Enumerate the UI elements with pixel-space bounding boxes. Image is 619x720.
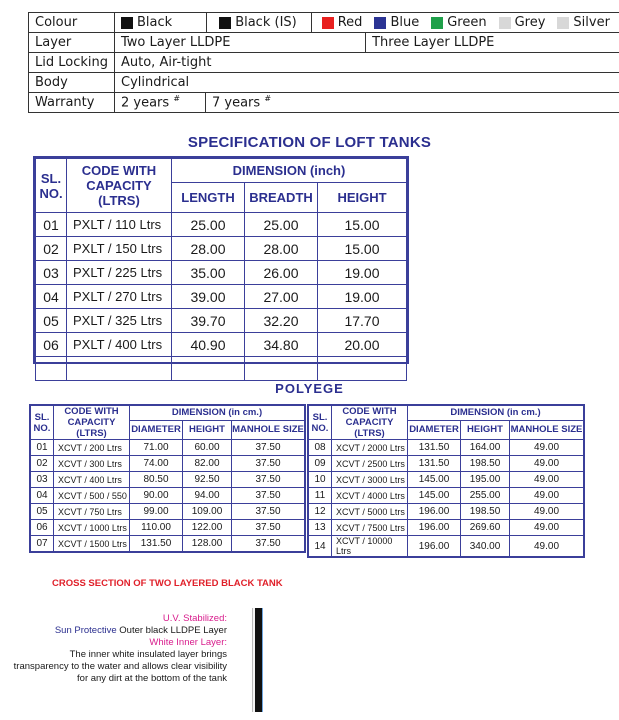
loft-cell-code: PXLT / 270 Ltrs [67, 285, 172, 309]
poly-cell-height: 109.00 [183, 504, 232, 520]
poly-cell-diameter: 110.00 [130, 520, 183, 536]
attributes-table [28, 12, 619, 113]
loft-height-header: HEIGHT [318, 183, 407, 213]
poly-cell-height: 164.00 [461, 440, 510, 456]
poly-cell-height: 60.00 [183, 440, 232, 456]
sun-protective-text: Sun Protective [54, 625, 117, 636]
colour-swatch-black-is [219, 17, 231, 29]
warranty-mark-2: # [264, 94, 272, 104]
poly-cell-sl: 09 [309, 456, 332, 472]
lid-label: Lid Locking [29, 53, 115, 73]
poly-cell-manhole: 49.00 [510, 520, 584, 536]
poly-cell-code: XCVT / 750 Ltrs [54, 504, 130, 520]
loft-cell-length: 40.90 [172, 333, 245, 357]
inner-desc-1: The inner white insulated layer brings [69, 649, 227, 660]
loft-title: SPECIFICATION OF LOFT TANKS [187, 134, 432, 151]
loft-cell-breadth: 34.80 [245, 333, 318, 357]
poly-cell-sl: 13 [309, 520, 332, 536]
loft-cell-breadth: 28.00 [245, 237, 318, 261]
loft-cell-height: 15.00 [318, 237, 407, 261]
colour-name: Grey [514, 15, 546, 30]
warranty-row [29, 93, 619, 113]
poly-cell-diameter: 131.50 [408, 456, 461, 472]
polyege-table-left [29, 404, 306, 553]
loft-row [36, 213, 407, 237]
poly-cell-diameter: 196.00 [408, 520, 461, 536]
poly-cell-sl: 04 [31, 488, 54, 504]
layer-row [29, 33, 619, 53]
poly-cell-manhole: 49.00 [510, 456, 584, 472]
colour-name: Green [447, 15, 487, 30]
poly-right-rows [309, 440, 584, 557]
poly-left-diameter-header: DIAMETER [130, 420, 183, 439]
loft-cell-height: 17.70 [318, 309, 407, 333]
poly-cell-height: 269.60 [461, 520, 510, 536]
poly-left-dimension-header: DIMENSION (in cm.) [130, 406, 305, 421]
layer-value-1: Two Layer LLDPE [115, 33, 366, 53]
loft-empty-cell [67, 357, 172, 381]
poly-left-sl-header: SL. NO. [31, 406, 54, 440]
poly-right-sl-header: SL. NO. [309, 406, 332, 440]
loft-rows [36, 213, 407, 381]
loft-cell-length: 25.00 [172, 213, 245, 237]
poly-cell-manhole: 37.50 [232, 504, 305, 520]
warranty-label: Warranty [29, 93, 115, 113]
poly-cell-diameter: 131.50 [130, 536, 183, 552]
poly-cell-code: XCVT / 5000 Ltrs [332, 504, 408, 520]
colour-swatch-silver [557, 17, 569, 29]
layer-label: Layer [29, 33, 115, 53]
loft-cell-code: PXLT / 110 Ltrs [67, 213, 172, 237]
poly-cell-manhole: 49.00 [510, 440, 584, 456]
loft-empty-row [36, 357, 407, 381]
poly-cell-height: 94.00 [183, 488, 232, 504]
poly-cell-diameter: 196.00 [408, 504, 461, 520]
poly-row [309, 536, 584, 557]
poly-cell-manhole: 37.50 [232, 536, 305, 552]
poly-cell-sl: 12 [309, 504, 332, 520]
polyege-title: POLYEGE [275, 381, 344, 396]
colour-divider [206, 13, 207, 32]
poly-cell-manhole: 37.50 [232, 520, 305, 536]
colour-name: Silver [573, 15, 610, 30]
poly-cell-sl: 06 [31, 520, 54, 536]
poly-cell-sl: 05 [31, 504, 54, 520]
colour-name: Red [337, 15, 363, 30]
loft-empty-cell [172, 357, 245, 381]
loft-row [36, 285, 407, 309]
poly-cell-sl: 03 [31, 472, 54, 488]
poly-cell-sl: 02 [31, 456, 54, 472]
outer-black-layer [255, 608, 262, 712]
poly-row [31, 520, 305, 536]
inner-desc-2: transparency to the water and allows clear visibility [13, 661, 227, 672]
loft-cell-length: 35.00 [172, 261, 245, 285]
colour-swatch-red [322, 17, 334, 29]
colour-name: Blue [390, 15, 420, 30]
uv-stabilized-label: U.V. Stabilized: [162, 613, 227, 624]
poly-cell-code: XCVT / 500 / 550 [54, 488, 130, 504]
loft-cell-length: 39.70 [172, 309, 245, 333]
colour-swatch-blue [374, 17, 386, 29]
poly-cell-height: 92.50 [183, 472, 232, 488]
loft-cell-height: 19.00 [318, 261, 407, 285]
loft-cell-code: PXLT / 225 Ltrs [67, 261, 172, 285]
lid-row [29, 53, 619, 73]
poly-row [309, 504, 584, 520]
loft-row [36, 309, 407, 333]
poly-cell-diameter: 99.00 [130, 504, 183, 520]
poly-right-height-header: HEIGHT [461, 420, 510, 439]
poly-cell-code: XCVT / 7500 Ltrs [332, 520, 408, 536]
warranty-value-1 [115, 93, 206, 113]
loft-cell-breadth: 27.00 [245, 285, 318, 309]
poly-cell-sl: 01 [31, 440, 54, 456]
colour-swatch-black [121, 17, 133, 29]
poly-cell-code: XCVT / 10000 Ltrs [332, 536, 408, 557]
poly-cell-manhole: 37.50 [232, 456, 305, 472]
loft-cell-code: PXLT / 150 Ltrs [67, 237, 172, 261]
poly-row [31, 440, 305, 456]
loft-cell-sl: 04 [36, 285, 67, 309]
poly-cell-height: 195.00 [461, 472, 510, 488]
poly-left-manhole-header: MANHOLE SIZE [232, 420, 305, 439]
poly-cell-manhole: 49.00 [510, 504, 584, 520]
loft-empty-cell [245, 357, 318, 381]
poly-right-dimension-header: DIMENSION (in cm.) [408, 406, 584, 421]
poly-right-diameter-header: DIAMETER [408, 420, 461, 439]
warranty-2-years: 2 years [121, 95, 170, 111]
colour-name: Black [137, 15, 173, 30]
loft-cell-height: 19.00 [318, 285, 407, 309]
poly-cell-diameter: 80.50 [130, 472, 183, 488]
loft-cell-height: 15.00 [318, 213, 407, 237]
poly-row [31, 472, 305, 488]
poly-left-code-header: CODE WITH CAPACITY (LTRS) [54, 406, 130, 440]
poly-cell-diameter: 90.00 [130, 488, 183, 504]
poly-cell-height: 198.50 [461, 504, 510, 520]
poly-cell-sl: 08 [309, 440, 332, 456]
cross-section-title: CROSS SECTION OF TWO LAYERED BLACK TANK [52, 578, 283, 589]
loft-cell-breadth: 26.00 [245, 261, 318, 285]
poly-row [31, 456, 305, 472]
loft-cell-sl: 01 [36, 213, 67, 237]
loft-empty-cell [318, 357, 407, 381]
poly-cell-code: XCVT / 200 Ltrs [54, 440, 130, 456]
loft-empty-cell [36, 357, 67, 381]
colour-swatches [115, 13, 619, 33]
poly-row [309, 456, 584, 472]
poly-row [309, 488, 584, 504]
poly-row [31, 488, 305, 504]
poly-cell-height: 198.50 [461, 456, 510, 472]
poly-cell-diameter: 196.00 [408, 536, 461, 557]
colour-name: Black (IS) [235, 15, 297, 30]
loft-cell-breadth: 32.20 [245, 309, 318, 333]
poly-row [31, 536, 305, 552]
poly-cell-sl: 14 [309, 536, 332, 557]
poly-cell-manhole: 37.50 [232, 488, 305, 504]
loft-cell-length: 39.00 [172, 285, 245, 309]
loft-cell-length: 28.00 [172, 237, 245, 261]
poly-cell-height: 128.00 [183, 536, 232, 552]
poly-left-rows [31, 440, 305, 552]
poly-cell-manhole: 49.00 [510, 488, 584, 504]
poly-cell-code: XCVT / 1000 Ltrs [54, 520, 130, 536]
loft-cell-code: PXLT / 400 Ltrs [67, 333, 172, 357]
loft-cell-height: 20.00 [318, 333, 407, 357]
poly-cell-sl: 07 [31, 536, 54, 552]
loft-cell-sl: 05 [36, 309, 67, 333]
inner-desc-3: for any dirt at the bottom of the tank [77, 673, 227, 684]
poly-row [31, 504, 305, 520]
poly-cell-height: 122.00 [183, 520, 232, 536]
poly-cell-sl: 11 [309, 488, 332, 504]
poly-cell-diameter: 145.00 [408, 488, 461, 504]
poly-cell-diameter: 145.00 [408, 472, 461, 488]
colour-row [29, 13, 619, 33]
colour-list [121, 13, 614, 32]
loft-cell-code: PXLT / 325 Ltrs [67, 309, 172, 333]
poly-right-manhole-header: MANHOLE SIZE [510, 420, 584, 439]
warranty-7-years: 7 years [212, 95, 261, 111]
outer-layer-text [55, 625, 227, 637]
loft-length-header: LENGTH [172, 183, 245, 213]
poly-cell-code: XCVT / 3000 Ltrs [332, 472, 408, 488]
poly-cell-diameter: 71.00 [130, 440, 183, 456]
loft-row [36, 237, 407, 261]
poly-cell-code: XCVT / 4000 Ltrs [332, 488, 408, 504]
poly-right-code-header: CODE WITH CAPACITY (LTRS) [332, 406, 408, 440]
loft-cell-sl: 06 [36, 333, 67, 357]
poly-cell-code: XCVT / 300 Ltrs [54, 456, 130, 472]
poly-cell-height: 340.00 [461, 536, 510, 557]
loft-cell-breadth: 25.00 [245, 213, 318, 237]
uv-layer-edge [262, 608, 263, 712]
poly-cell-manhole: 37.50 [232, 472, 305, 488]
poly-cell-code: XCVT / 2500 Ltrs [332, 456, 408, 472]
body-label: Body [29, 73, 115, 93]
loft-cell-sl: 02 [36, 237, 67, 261]
poly-cell-sl: 10 [309, 472, 332, 488]
loft-cell-sl: 03 [36, 261, 67, 285]
polyege-table-right [307, 404, 585, 558]
poly-cell-code: XCVT / 1500 Ltrs [54, 536, 130, 552]
loft-sl-header: SL. NO. [36, 159, 67, 213]
poly-cell-manhole: 49.00 [510, 472, 584, 488]
loft-code-header: CODE WITH CAPACITY (LTRS) [67, 159, 172, 213]
lid-value: Auto, Air-tight [115, 53, 619, 73]
white-inner-label: White Inner Layer: [149, 637, 227, 648]
outer-layer-desc: Outer black LLDPE Layer [119, 625, 227, 636]
poly-cell-diameter: 131.50 [408, 440, 461, 456]
layer-value-2: Three Layer LLDPE [366, 33, 619, 53]
poly-cell-height: 255.00 [461, 488, 510, 504]
colour-swatch-green [431, 17, 443, 29]
colour-label: Colour [29, 13, 115, 33]
poly-cell-manhole: 49.00 [510, 536, 584, 557]
loft-breadth-header: BREADTH [245, 183, 318, 213]
loft-row [36, 261, 407, 285]
poly-cell-height: 82.00 [183, 456, 232, 472]
warranty-value-2 [206, 93, 619, 113]
loft-table [33, 156, 409, 364]
body-value: Cylindrical [115, 73, 619, 93]
colour-swatch-grey [499, 17, 511, 29]
poly-cell-code: XCVT / 2000 Ltrs [332, 440, 408, 456]
body-row [29, 73, 619, 93]
colour-divider [311, 13, 312, 32]
loft-row [36, 333, 407, 357]
poly-row [309, 440, 584, 456]
warranty-mark-1: # [173, 94, 181, 104]
poly-row [309, 520, 584, 536]
poly-left-height-header: HEIGHT [183, 420, 232, 439]
poly-cell-manhole: 37.50 [232, 440, 305, 456]
poly-row [309, 472, 584, 488]
poly-cell-code: XCVT / 400 Ltrs [54, 472, 130, 488]
loft-dimension-header: DIMENSION (inch) [172, 159, 407, 183]
poly-cell-diameter: 74.00 [130, 456, 183, 472]
